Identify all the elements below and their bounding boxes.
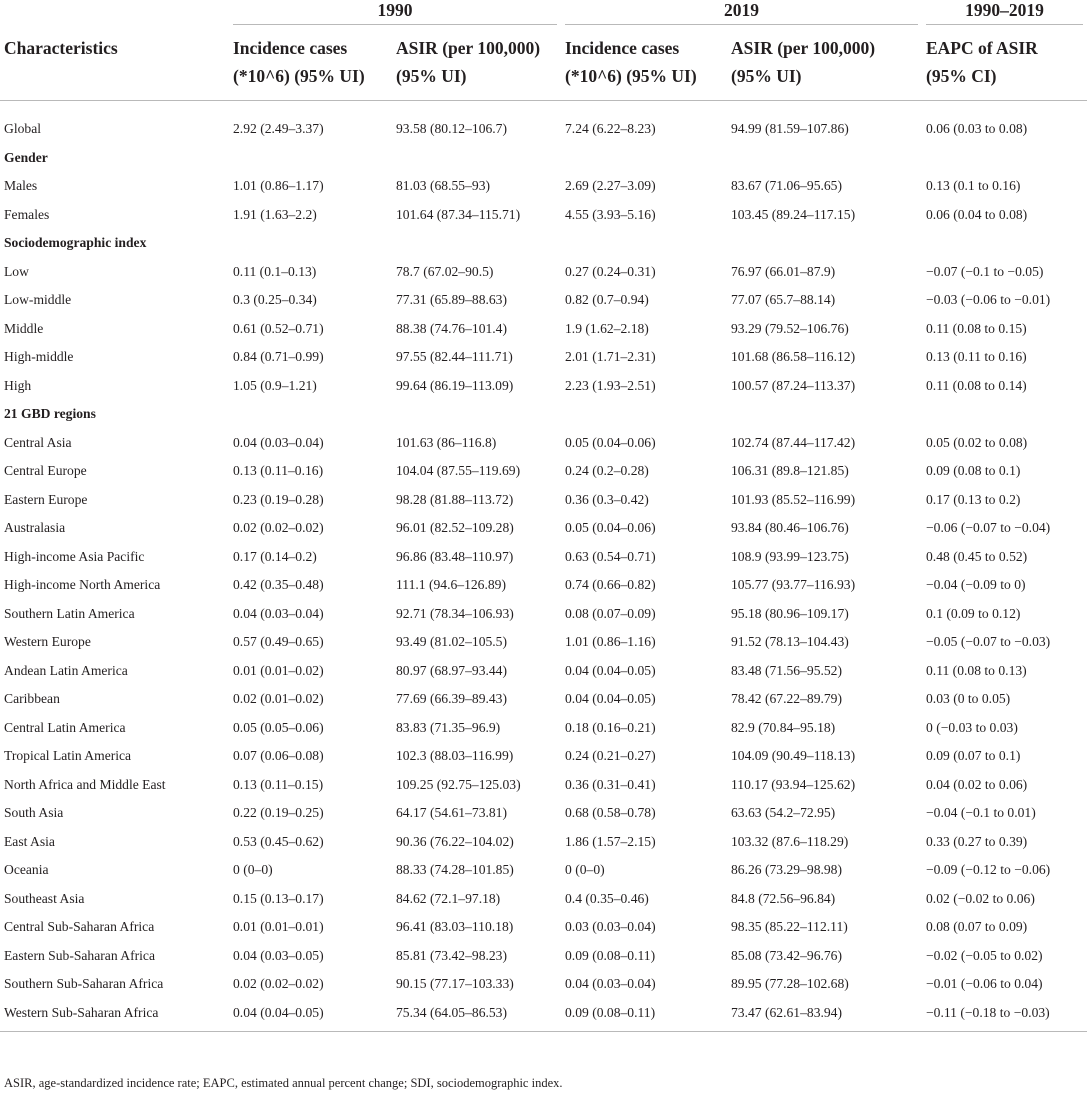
section-row	[0, 229, 1087, 258]
table-cell: 102.3 (88.03–116.99)	[396, 748, 514, 764]
table-cell: 0.23 (0.19–0.28)	[233, 491, 324, 507]
table-footnote: ASIR, age-standardized incidence rate; EAPC, estimated annual percent change; SDI, sociodemographic index.	[4, 1076, 563, 1090]
table-cell: 0.04 (0.03–0.04)	[565, 976, 656, 992]
year-header-row	[0, 0, 1087, 28]
section-label: 21 GBD regions	[4, 406, 96, 422]
table-cell: 7.24 (6.22–8.23)	[565, 121, 656, 137]
table-row	[0, 771, 1087, 800]
table-cell: 104.09 (90.49–118.13)	[731, 748, 856, 764]
table-cell: 101.68 (86.58–116.12)	[731, 349, 856, 365]
table-row	[0, 714, 1087, 743]
table-cell: 0.53 (0.45–0.62)	[233, 833, 324, 849]
table-cell: 0.1 (0.09 to 0.12)	[926, 605, 1021, 621]
table-row	[0, 315, 1087, 344]
table-row	[0, 286, 1087, 315]
table-cell: 0.03 (0 to 0.05)	[926, 691, 1011, 707]
table-cell: 105.77 (93.77–116.93)	[731, 577, 856, 593]
table-cell: 76.97 (66.01–87.9)	[731, 263, 836, 279]
row-label: Low	[4, 263, 29, 279]
section-row	[0, 400, 1087, 429]
table-row	[0, 885, 1087, 914]
table-cell: 0.04 (0.03–0.04)	[233, 605, 324, 621]
table-cell: 0.13 (0.11–0.16)	[233, 463, 324, 479]
year-header-2019: 2019	[561, 0, 922, 28]
table-cell: 0.08 (0.07–0.09)	[565, 605, 656, 621]
blank-header-cell	[0, 0, 229, 28]
table-cell: −0.02 (−0.05 to 0.02)	[926, 947, 1043, 963]
section-label: Sociodemographic index	[4, 235, 147, 251]
row-label: Western Europe	[4, 634, 91, 650]
row-label: North Africa and Middle East	[4, 776, 166, 792]
table-cell: 1.01 (0.86–1.16)	[565, 634, 656, 650]
table-cell: 73.47 (62.61–83.94)	[731, 1004, 843, 1020]
row-label: High-income North America	[4, 577, 161, 593]
table-cell: 0.27 (0.24–0.31)	[565, 263, 656, 279]
table-row	[0, 172, 1087, 201]
table-cell: 0.04 (0.04–0.05)	[565, 662, 656, 678]
table-cell: 0.04 (0.03–0.05)	[233, 947, 324, 963]
table-cell: 0.17 (0.14–0.2)	[233, 548, 317, 564]
table-cell: 101.64 (87.34–115.71)	[396, 206, 521, 222]
table-cell: 96.86 (83.48–110.97)	[396, 548, 514, 564]
table-cell	[922, 144, 1087, 173]
table-row	[0, 429, 1087, 458]
table-cell: 0.82 (0.7–0.94)	[565, 292, 649, 308]
table-row	[0, 258, 1087, 287]
table-cell	[561, 144, 727, 173]
table-cell: 63.63 (54.2–72.95)	[731, 805, 836, 821]
table-row	[0, 201, 1087, 230]
table-cell: 0.03 (0.03–0.04)	[565, 919, 656, 935]
table-cell: −0.05 (−0.07 to −0.03)	[926, 634, 1051, 650]
table-cell: 0.61 (0.52–0.71)	[233, 320, 324, 336]
table-cell: 0.68 (0.58–0.78)	[565, 805, 656, 821]
table-cell: 0.11 (0.08 to 0.13)	[926, 662, 1027, 678]
table-cell: 0.02 (−0.02 to 0.06)	[926, 890, 1035, 906]
table-row	[0, 372, 1087, 401]
row-label: Middle	[4, 320, 44, 336]
column-header-asir-1990: ASIR (per 100,000) (95% UI)	[396, 38, 541, 86]
table-cell: 95.18 (80.96–109.17)	[731, 605, 849, 621]
row-label: Central Europe	[4, 463, 87, 479]
row-label: Females	[4, 206, 50, 222]
table-cell	[229, 229, 392, 258]
table-cell: −0.07 (−0.1 to −0.05)	[926, 263, 1044, 279]
table-cell: 0.48 (0.45 to 0.52)	[926, 548, 1028, 564]
table-row	[0, 457, 1087, 486]
table-cell: 1.01 (0.86–1.17)	[233, 178, 324, 194]
table-cell: 0.24 (0.21–0.27)	[565, 748, 656, 764]
table-cell: 86.26 (73.29–98.98)	[731, 862, 843, 878]
table-cell: 101.63 (86–116.8)	[396, 434, 497, 450]
table-cell: 1.9 (1.62–2.18)	[565, 320, 649, 336]
table-cell: 0 (−0.03 to 0.03)	[926, 719, 1018, 735]
table-cell: 0.06 (0.04 to 0.08)	[926, 206, 1028, 222]
row-label: Central Asia	[4, 434, 72, 450]
table-cell: 88.33 (74.28–101.85)	[396, 862, 514, 878]
table-cell: 0 (0–0)	[565, 862, 605, 878]
table-header	[0, 0, 1087, 101]
table-cell	[392, 400, 561, 429]
table-row	[0, 343, 1087, 372]
row-label: Southern Latin America	[4, 605, 135, 621]
table-cell: 93.49 (81.02–105.5)	[396, 634, 508, 650]
table-cell: 1.05 (0.9–1.21)	[233, 377, 317, 393]
table-cell: 78.7 (67.02–90.5)	[396, 263, 494, 279]
table-cell: 0.15 (0.13–0.17)	[233, 890, 324, 906]
table-cell: 83.48 (71.56–95.52)	[731, 662, 843, 678]
table-cell	[229, 144, 392, 173]
table-cell: 0.05 (0.04–0.06)	[565, 434, 656, 450]
table-cell	[392, 229, 561, 258]
table-cell: 101.93 (85.52–116.99)	[731, 491, 856, 507]
row-label: High-middle	[4, 349, 74, 365]
table-cell: 0.08 (0.07 to 0.09)	[926, 919, 1028, 935]
table-cell: 0.42 (0.35–0.48)	[233, 577, 324, 593]
table-cell: 0.33 (0.27 to 0.39)	[926, 833, 1028, 849]
section-label: Gender	[4, 149, 48, 165]
table-row	[0, 600, 1087, 629]
table-cell: 0.13 (0.11–0.15)	[233, 776, 324, 792]
table-cell: 91.52 (78.13–104.43)	[731, 634, 849, 650]
table-cell: 0.11 (0.1–0.13)	[233, 263, 317, 279]
table-cell: −0.09 (−0.12 to −0.06)	[926, 862, 1051, 878]
table-cell	[727, 144, 922, 173]
row-label: Tropical Latin America	[4, 748, 132, 764]
row-label: East Asia	[4, 833, 55, 849]
table-cell: 0.02 (0.02–0.02)	[233, 976, 324, 992]
row-label: Caribbean	[4, 691, 60, 707]
row-label: Western Sub-Saharan Africa	[4, 1004, 159, 1020]
table-cell: 83.83 (71.35–96.9)	[396, 719, 501, 735]
table-cell: 103.45 (89.24–117.15)	[731, 206, 856, 222]
table-cell: 0.09 (0.08–0.11)	[565, 1004, 656, 1020]
table-cell: 4.55 (3.93–5.16)	[565, 206, 656, 222]
table-cell: 96.41 (83.03–110.18)	[396, 919, 514, 935]
table-cell: 106.31 (89.8–121.85)	[731, 463, 849, 479]
table-cell: 0.36 (0.31–0.41)	[565, 776, 656, 792]
table-cell: 103.32 (87.6–118.29)	[731, 833, 849, 849]
row-label: Andean Latin America	[4, 662, 128, 678]
table-cell: 0.02 (0.01–0.02)	[233, 691, 324, 707]
table-cell: 100.57 (87.24–113.37)	[731, 377, 856, 393]
table-cell: 75.34 (64.05–86.53)	[396, 1004, 508, 1020]
table-row	[0, 628, 1087, 657]
table-cell: 0.01 (0.01–0.02)	[233, 662, 324, 678]
table-cell: 99.64 (86.19–113.09)	[396, 377, 514, 393]
table-row	[0, 913, 1087, 942]
table-cell: −0.01 (−0.06 to 0.04)	[926, 976, 1043, 992]
table-cell: 0.09 (0.07 to 0.1)	[926, 748, 1021, 764]
table-row	[0, 101, 1087, 144]
table-cell: 111.1 (94.6–126.89)	[396, 577, 506, 593]
table-cell: 96.01 (82.52–109.28)	[396, 520, 514, 536]
table-cell: 85.08 (73.42–96.76)	[731, 947, 843, 963]
table-cell: 98.28 (81.88–113.72)	[396, 491, 514, 507]
table-cell: 88.38 (74.76–101.4)	[396, 320, 508, 336]
table-cell: 0.74 (0.66–0.82)	[565, 577, 656, 593]
table-cell: 0.11 (0.08 to 0.14)	[926, 377, 1027, 393]
table-cell: 109.25 (92.75–125.03)	[396, 776, 521, 792]
table-cell: 0.18 (0.16–0.21)	[565, 719, 656, 735]
row-label: South Asia	[4, 805, 64, 821]
row-label: Global	[4, 121, 41, 137]
table-cell: 0.09 (0.08 to 0.1)	[926, 463, 1021, 479]
table-cell: 93.58 (80.12–106.7)	[396, 121, 508, 137]
table-row	[0, 571, 1087, 600]
table-cell: −0.11 (−0.18 to −0.03)	[926, 1004, 1050, 1020]
row-label: Males	[4, 178, 38, 194]
row-label: High	[4, 377, 32, 393]
row-label: Low-middle	[4, 292, 72, 308]
table-cell: 0.13 (0.11 to 0.16)	[926, 349, 1027, 365]
table-cell: 98.35 (85.22–112.11)	[731, 919, 848, 935]
table-row	[0, 514, 1087, 543]
table-cell: 89.95 (77.28–102.68)	[731, 976, 849, 992]
table-cell: −0.04 (−0.1 to 0.01)	[926, 805, 1036, 821]
table-row	[0, 942, 1087, 971]
table-cell: −0.03 (−0.06 to −0.01)	[926, 292, 1051, 308]
column-header-asir-2019: ASIR (per 100,000) (95% UI)	[731, 38, 876, 86]
table-cell: 81.03 (68.55–93)	[396, 178, 491, 194]
table-cell: 0.63 (0.54–0.71)	[565, 548, 656, 564]
table-cell: 0.24 (0.2–0.28)	[565, 463, 649, 479]
table-cell: 90.36 (76.22–104.02)	[396, 833, 514, 849]
table-cell: 0.04 (0.04–0.05)	[233, 1004, 324, 1020]
section-row	[0, 144, 1087, 173]
table-cell: 77.07 (65.7–88.14)	[731, 292, 836, 308]
table-cell: 0.05 (0.05–0.06)	[233, 719, 324, 735]
table-cell: 1.86 (1.57–2.15)	[565, 833, 656, 849]
table-cell: 0.3 (0.25–0.34)	[233, 292, 317, 308]
table-cell: 84.8 (72.56–96.84)	[731, 890, 836, 906]
table-row	[0, 828, 1087, 857]
table-cell: 0.04 (0.04–0.05)	[565, 691, 656, 707]
table-cell	[561, 400, 727, 429]
table-cell: 0.07 (0.06–0.08)	[233, 748, 324, 764]
table-cell: 0 (0–0)	[233, 862, 273, 878]
table-cell: 0.01 (0.01–0.01)	[233, 919, 324, 935]
table-cell: 80.97 (68.97–93.44)	[396, 662, 508, 678]
table-cell	[922, 400, 1087, 429]
table-cell: 0.02 (0.02–0.02)	[233, 520, 324, 536]
row-label: Eastern Sub-Saharan Africa	[4, 947, 155, 963]
row-label: Oceania	[4, 862, 49, 878]
table-cell: 0.22 (0.19–0.25)	[233, 805, 324, 821]
table-cell: 93.29 (79.52–106.76)	[731, 320, 849, 336]
row-label: Central Sub-Saharan Africa	[4, 919, 155, 935]
table-row	[0, 657, 1087, 686]
table-body	[0, 101, 1087, 1032]
table-cell: 85.81 (73.42–98.23)	[396, 947, 508, 963]
table-cell: 0.13 (0.1 to 0.16)	[926, 178, 1021, 194]
table-cell: 64.17 (54.61–73.81)	[396, 805, 508, 821]
year-header-1990-2019: 1990–2019	[922, 0, 1087, 28]
column-header-characteristics: Characteristics	[4, 38, 118, 58]
table-cell	[727, 229, 922, 258]
table-cell: 82.9 (70.84–95.18)	[731, 719, 836, 735]
table-cell	[392, 144, 561, 173]
column-header-incidence-2019: Incidence cases (*10^6) (95% UI)	[565, 38, 697, 86]
table-cell: 77.31 (65.89–88.63)	[396, 292, 508, 308]
table-row	[0, 999, 1087, 1032]
row-label: High-income Asia Pacific	[4, 548, 145, 564]
table-cell: 97.55 (82.44–111.71)	[396, 349, 513, 365]
table-cell: 0.09 (0.08–0.11)	[565, 947, 656, 963]
table-cell: −0.06 (−0.07 to −0.04)	[926, 520, 1051, 536]
table-row	[0, 486, 1087, 515]
table-cell: 0.05 (0.02 to 0.08)	[926, 434, 1028, 450]
table-cell: 0.4 (0.35–0.46)	[565, 890, 649, 906]
table-cell: 104.04 (87.55–119.69)	[396, 463, 521, 479]
table-row	[0, 543, 1087, 572]
row-label: Eastern Europe	[4, 491, 88, 507]
table-cell	[229, 400, 392, 429]
column-header-row	[0, 28, 1087, 101]
table-cell: 0.57 (0.49–0.65)	[233, 634, 324, 650]
table-cell: 77.69 (66.39–89.43)	[396, 691, 508, 707]
table-cell: 0.11 (0.08 to 0.15)	[926, 320, 1027, 336]
table-cell	[727, 400, 922, 429]
table-cell: 2.69 (2.27–3.09)	[565, 178, 656, 194]
table-cell	[561, 229, 727, 258]
table-cell: 108.9 (93.99–123.75)	[731, 548, 849, 564]
table-cell: 0.04 (0.03–0.04)	[233, 434, 324, 450]
table-cell: −0.04 (−0.09 to 0)	[926, 577, 1026, 593]
table-row	[0, 856, 1087, 885]
table-row	[0, 742, 1087, 771]
table-cell: 102.74 (87.44–117.42)	[731, 434, 856, 450]
table-row	[0, 970, 1087, 999]
table-cell: 110.17 (93.94–125.62)	[731, 776, 856, 792]
table-cell: 84.62 (72.1–97.18)	[396, 890, 501, 906]
table-cell: 1.91 (1.63–2.2)	[233, 206, 317, 222]
table-cell: 0.04 (0.02 to 0.06)	[926, 776, 1028, 792]
table-cell	[922, 229, 1087, 258]
table-cell: 78.42 (67.22–89.79)	[731, 691, 843, 707]
row-label: Central Latin America	[4, 719, 126, 735]
table-cell: 0.17 (0.13 to 0.2)	[926, 491, 1021, 507]
table-cell: 2.23 (1.93–2.51)	[565, 377, 656, 393]
table-cell: 0.05 (0.04–0.06)	[565, 520, 656, 536]
table-cell: 83.67 (71.06–95.65)	[731, 178, 843, 194]
row-label: Southern Sub-Saharan Africa	[4, 976, 164, 992]
column-header-eapc: EAPC of ASIR (95% CI)	[926, 38, 1038, 86]
table-cell: 0.84 (0.71–0.99)	[233, 349, 324, 365]
table-cell: 0.06 (0.03 to 0.08)	[926, 121, 1028, 137]
table-cell: 94.99 (81.59–107.86)	[731, 121, 849, 137]
row-label: Australasia	[4, 520, 66, 536]
table-cell: 92.71 (78.34–106.93)	[396, 605, 514, 621]
table-cell: 2.92 (2.49–3.37)	[233, 121, 324, 137]
row-label: Southeast Asia	[4, 890, 85, 906]
table-cell: 90.15 (77.17–103.33)	[396, 976, 514, 992]
table-cell: 0.36 (0.3–0.42)	[565, 491, 649, 507]
table-row	[0, 685, 1087, 714]
column-header-incidence-1990: Incidence cases (*10^6) (95% UI)	[233, 38, 365, 86]
table-cell: 2.01 (1.71–2.31)	[565, 349, 656, 365]
table-cell: 93.84 (80.46–106.76)	[731, 520, 849, 536]
table-row	[0, 799, 1087, 828]
year-header-1990: 1990	[229, 0, 561, 28]
